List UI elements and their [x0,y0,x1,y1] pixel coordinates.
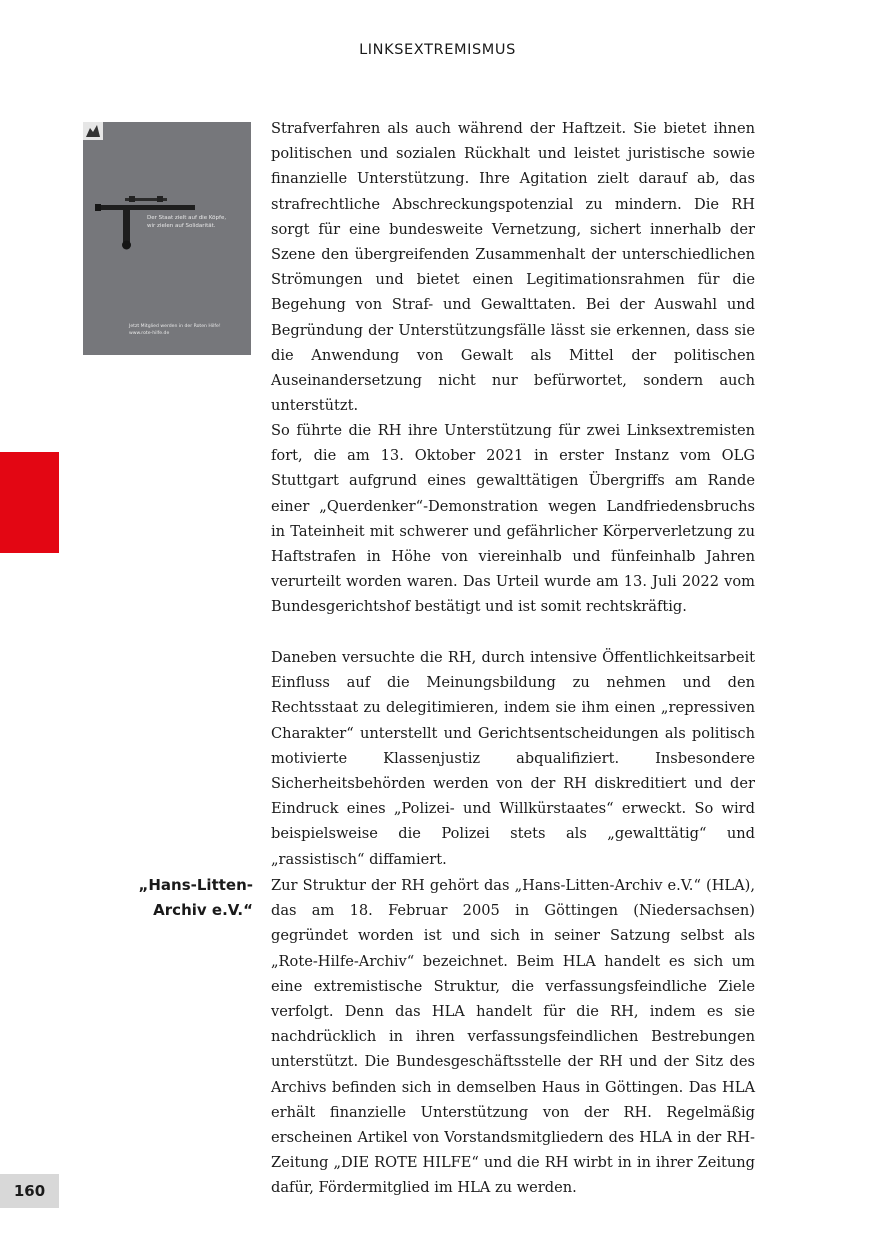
rote-hilfe-logo-icon [83,122,103,140]
body-paragraph-2: So führte die RH ihre Unterstützung für zwei Linksextremisten fort, die am 13. Oktober 2021 in erster Instanz vom OLG Stuttgart aufgrund eines gewalttätigen Übergriffs am Rande einer „Querdenker“-Demonstration wegen Landfriedensbruchs in Tateinheit mit schwerer und gefährlicher Körperverletzung zu Haftstrafen in Höhe von viereinhalb und fünfeinhalb Jahren verurteilt worden waren. Das Urteil wurde am 13. Juli 2022 vom Bundesgerichtshof bestätigt und ist somit rechtskräftig. [271,422,755,616]
chapter-color-tab [0,452,59,553]
margin-heading-hla: „Hans-Litten- Archiv e.V.“ [138,876,253,919]
body-paragraph-4: Zur Struktur der RH gehört das „Hans-Litten-Archiv e.V.“ (HLA), das am 18. Februar 2005 in Göttingen (Niedersachsen) gegründet worden ist und sich in seiner Satzung selbst als „Rote-Hilfe-Archiv“ bezeichnet. Beim HLA handelt es sich um eine extremistische Struktur, die verfassungsfeindliche Ziele verfolgt. Denn das HLA handelt für die RH, indem es sie nachdrücklich in ihren verfassungsfeindlichen Bestrebungen unterstützt. Die Bundesgeschäftsstelle der RH und der Sitz des Archivs befinden sich in demselben Haus in Göttingen. Das HLA erhält finanzielle Unterstützung von der RH. Regelmäßig erscheinen Artikel von Vorstandsmitgliedern des HLA in der RH-Zeitung „DIE ROTE HILFE“ und die RH wirbt in in ihrer Zeitung dafür, Fördermitglied im HLA zu werden. [271,877,755,1197]
running-header: LINKSEXTREMISMUS [359,42,516,58]
poster-baton-graphic [83,122,251,355]
poster-slogan: Der Staat zielt auf die Köpfe, wir zielen auf Solidarität. [147,215,227,229]
poster-image [83,122,251,355]
body-paragraph-3: Daneben versuchte die RH, durch intensive Öffentlichkeitsarbeit Einfluss auf die Meinungsbildung zu nehmen und den Rechtsstaat zu delegitimieren, indem sie ihm einen „repressiven Charakter“ unterstellt und Gerichtsentscheidungen als politisch motivierte Klassenjustiz abqualifiziert. Insbesondere Sicherheitsbehörden werden von der RH diskreditiert und der Eindruck eines „Polizei- und Willkürstaates“ erweckt. So wird beispielsweise die Polizei stets als „gewalttätig“ und „rassistisch“ diffamiert. [271,649,755,868]
poster-footer-text: Jetzt Mitglied werden in der Roten Hilfe! www.rote-hilfe.de [129,324,221,336]
page-number: 160 [0,1174,59,1208]
body-paragraph-1: Strafverfahren als auch während der Haftzeit. Sie bietet ihnen politischen und sozialen Rückhalt und leistet juristische sowie finanzielle Unterstützung. Ihre Agitation zielt darauf ab, das strafrechtliche Abschreckungspotenzial zu mindern. Die RH sorgt für eine bundesweite Vernetzung, sichert innerhalb der Szene den übergreifenden Zusammenhalt der unterschiedlichen Strömungen und bietet einen Legitimationsrahmen für die Begehung von Straf- und Gewalttaten. Bei der Auswahl und Begründung der Unterstützungsfälle lässt sie erkennen, dass sie die Anwendung von Gewalt als Mittel der politischen Auseinandersetzung nicht nur befürwortet, sondern auch unterstützt. [271,120,755,415]
